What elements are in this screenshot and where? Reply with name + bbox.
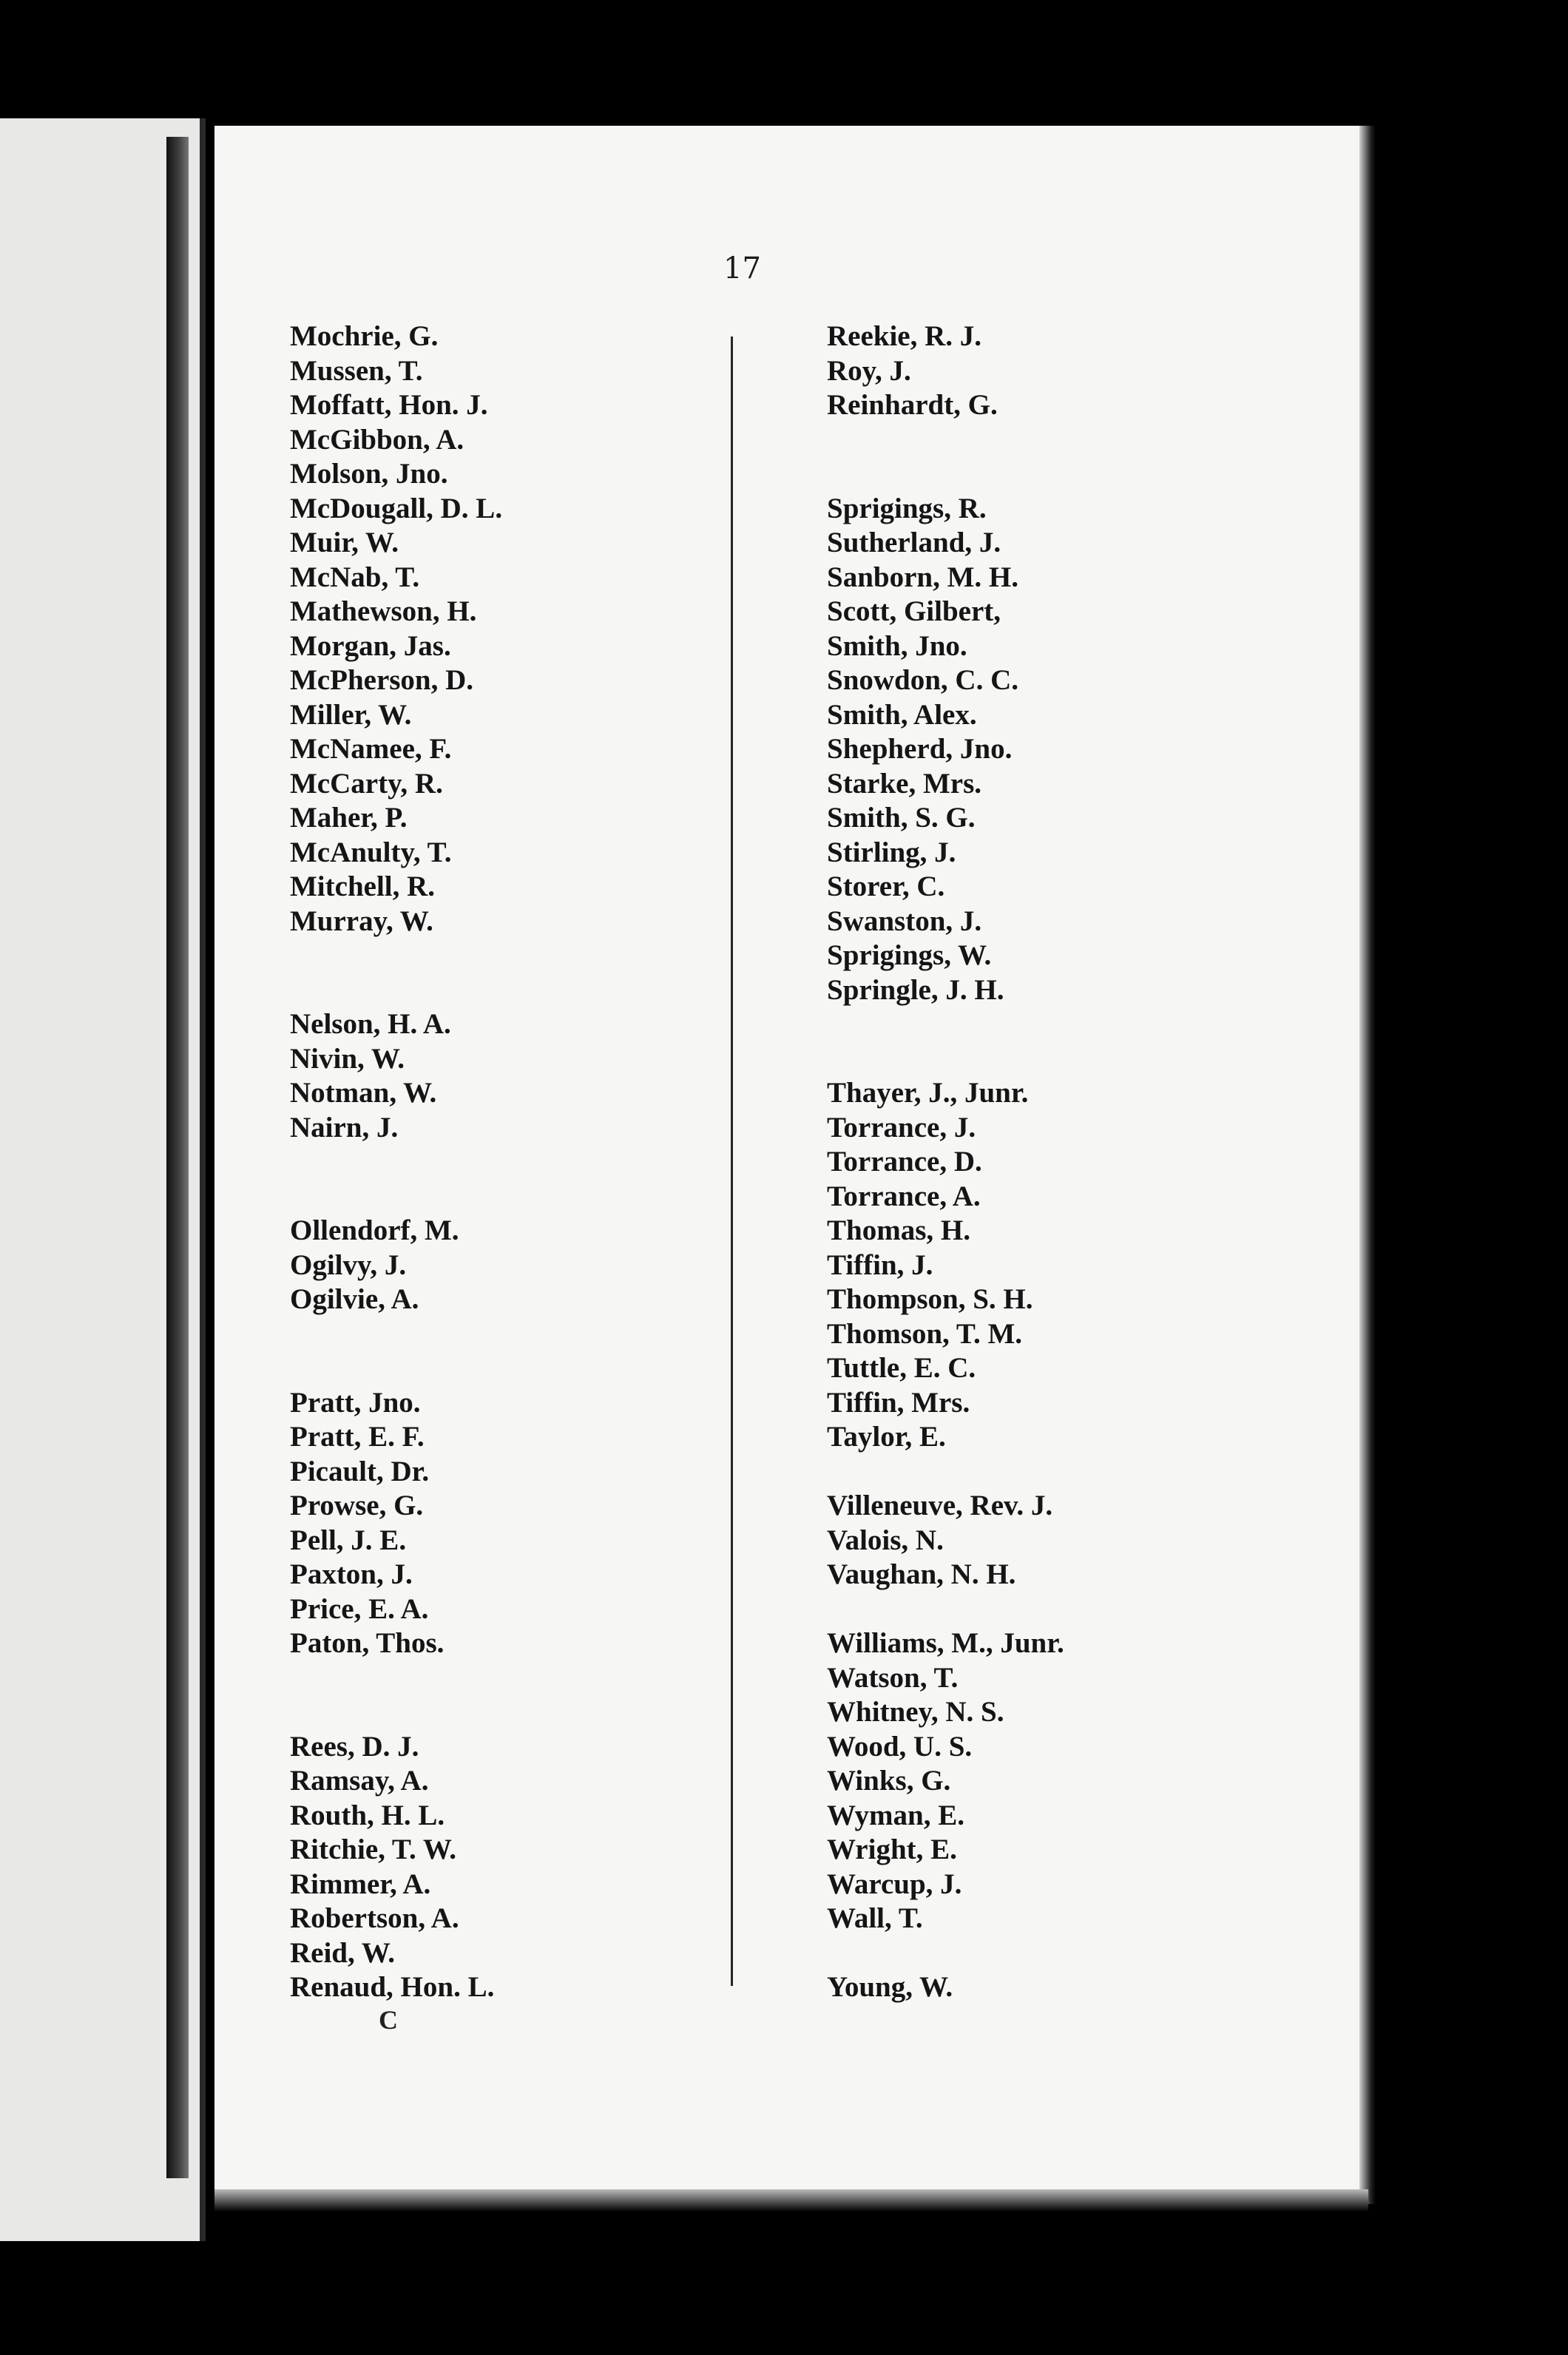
list-item: McNamee, F.	[290, 733, 452, 765]
list-item: Torrance, D.	[827, 1146, 982, 1178]
list-item	[827, 1007, 1241, 1042]
list-item: Whitney, N. S.	[827, 1696, 1004, 1728]
column-divider	[731, 337, 733, 1986]
list-item: Young, W.	[827, 1971, 953, 2003]
list-item: Ogilvy, J.	[290, 1249, 407, 1281]
list-item: Nivin, W.	[290, 1042, 405, 1075]
list-item: Ritchie, T. W.	[290, 1834, 457, 1865]
list-item: Robertson, A.	[290, 1902, 459, 1934]
list-item: Tiffin, Mrs.	[827, 1386, 970, 1419]
list-item: Watson, T.	[827, 1661, 959, 1694]
list-item: Pell, J. E.	[290, 1524, 407, 1556]
list-item: Mochrie, G.	[290, 320, 439, 352]
list-item: Ollendorf, M.	[290, 1214, 459, 1246]
list-item	[827, 1455, 1241, 1490]
list-item: Renaud, Hon. L.	[290, 1971, 495, 2003]
list-item: Murray, W.	[290, 905, 433, 937]
list-item: Starke, Mrs.	[827, 767, 982, 800]
list-item: Moffatt, Hon. J.	[290, 389, 488, 421]
list-item: Paxton, J.	[290, 1558, 413, 1590]
list-item: Morgan, Jas.	[290, 629, 451, 662]
list-item: Thompson, S. H.	[827, 1283, 1033, 1315]
page-number: 17	[723, 251, 761, 285]
list-item: Swanston, J.	[827, 905, 982, 937]
list-item	[290, 939, 704, 973]
list-item: Mathewson, H.	[290, 595, 477, 627]
list-item: Winks, G.	[827, 1765, 951, 1797]
list-item: Scott, Gilbert,	[827, 595, 1001, 627]
list-item: Rees, D. J.	[290, 1730, 419, 1763]
page-right-edge	[1359, 126, 1376, 2204]
list-item	[827, 1936, 1241, 1971]
list-item: Prowse, G.	[290, 1490, 424, 1521]
list-item: Price, E. A.	[290, 1592, 429, 1625]
list-item	[827, 457, 1241, 492]
list-item: Miller, W.	[290, 698, 412, 731]
list-item: Notman, W.	[290, 1077, 437, 1109]
list-item: Smith, S. G.	[827, 802, 976, 834]
list-item: Storer, C.	[827, 871, 945, 902]
list-item	[290, 1317, 704, 1352]
list-item: Reinhardt, G.	[827, 389, 998, 421]
list-item: Smith, Jno.	[827, 629, 967, 662]
list-item	[290, 1351, 704, 1386]
list-item: Wyman, E.	[827, 1799, 964, 1831]
left-name-column	[290, 320, 704, 2005]
list-item: McGibbon, A.	[290, 423, 464, 456]
list-item: Shepherd, Jno.	[827, 733, 1013, 765]
list-item: Williams, M., Junr.	[827, 1627, 1064, 1659]
list-item: Thomas, H.	[827, 1214, 970, 1246]
list-item: Villeneuve, Rev. J.	[827, 1490, 1053, 1521]
list-item: Torrance, J.	[827, 1111, 976, 1143]
list-item: Springle, J. H.	[827, 973, 1004, 1006]
list-item: Maher, P.	[290, 802, 408, 834]
list-item: Thomson, T. M.	[827, 1317, 1023, 1350]
list-item	[290, 1695, 704, 1730]
list-item: Wall, T.	[827, 1902, 923, 1934]
page-bottom-edge	[214, 2189, 1368, 2212]
list-item: Taylor, E.	[827, 1421, 946, 1453]
list-item	[290, 973, 704, 1008]
list-item: Tuttle, E. C.	[827, 1352, 976, 1384]
signature-mark: C	[379, 2005, 398, 2035]
list-item: Thayer, J., Junr.	[827, 1077, 1029, 1109]
list-item: McPherson, D.	[290, 664, 474, 696]
list-item: Ogilvie, A.	[290, 1283, 419, 1315]
list-item: Routh, H. L.	[290, 1799, 445, 1831]
list-item: McNab, T.	[290, 561, 420, 593]
right-name-column	[827, 320, 1241, 2005]
list-item: Reid, W.	[290, 1936, 395, 1969]
list-item: Snowdon, C. C.	[827, 664, 1019, 696]
list-item: McCarty, R.	[290, 767, 443, 800]
list-item: Pratt, Jno.	[290, 1386, 421, 1419]
list-item: Warcup, J.	[827, 1868, 962, 1900]
list-item	[290, 1180, 704, 1214]
list-item: Reekie, R. J.	[827, 320, 982, 352]
list-item: Torrance, A.	[827, 1180, 981, 1212]
list-item	[827, 423, 1241, 458]
list-item: Wood, U. S.	[827, 1730, 973, 1763]
list-item: Stirling, J.	[827, 836, 956, 868]
list-item: Roy, J.	[827, 354, 911, 387]
list-item	[290, 1145, 704, 1180]
list-item: Pratt, E. F.	[290, 1421, 425, 1453]
list-item: Sprigings, W.	[827, 939, 992, 971]
list-item: Mitchell, R.	[290, 871, 436, 902]
list-item: Rimmer, A.	[290, 1868, 431, 1900]
list-item: Wright, E.	[827, 1834, 957, 1865]
list-item: Nairn, J.	[290, 1111, 399, 1143]
list-item: Muir, W.	[290, 527, 399, 558]
list-item: Picault, Dr.	[290, 1455, 430, 1487]
list-item: Tiffin, J.	[827, 1249, 933, 1281]
list-item: Vaughan, N. H.	[827, 1558, 1016, 1590]
list-item: Sanborn, M. H.	[827, 561, 1018, 593]
list-item: Molson, Jno.	[290, 458, 448, 490]
list-item	[827, 1592, 1241, 1627]
list-item: Smith, Alex.	[827, 698, 977, 731]
list-item	[827, 1042, 1241, 1077]
list-item: McDougall, D. L.	[290, 492, 503, 524]
list-item: Nelson, H. A.	[290, 1008, 451, 1040]
list-item: Sprigings, R.	[827, 492, 987, 524]
list-item: Mussen, T.	[290, 354, 423, 387]
list-item: McAnulty, T.	[290, 836, 452, 868]
list-item: Ramsay, A.	[290, 1765, 429, 1797]
list-item: Sutherland, J.	[827, 527, 1001, 558]
list-item: Paton, Thos.	[290, 1627, 445, 1659]
list-item	[290, 1661, 704, 1696]
page-gutter-shadow	[166, 137, 189, 2178]
list-item: Valois, N.	[827, 1524, 944, 1556]
